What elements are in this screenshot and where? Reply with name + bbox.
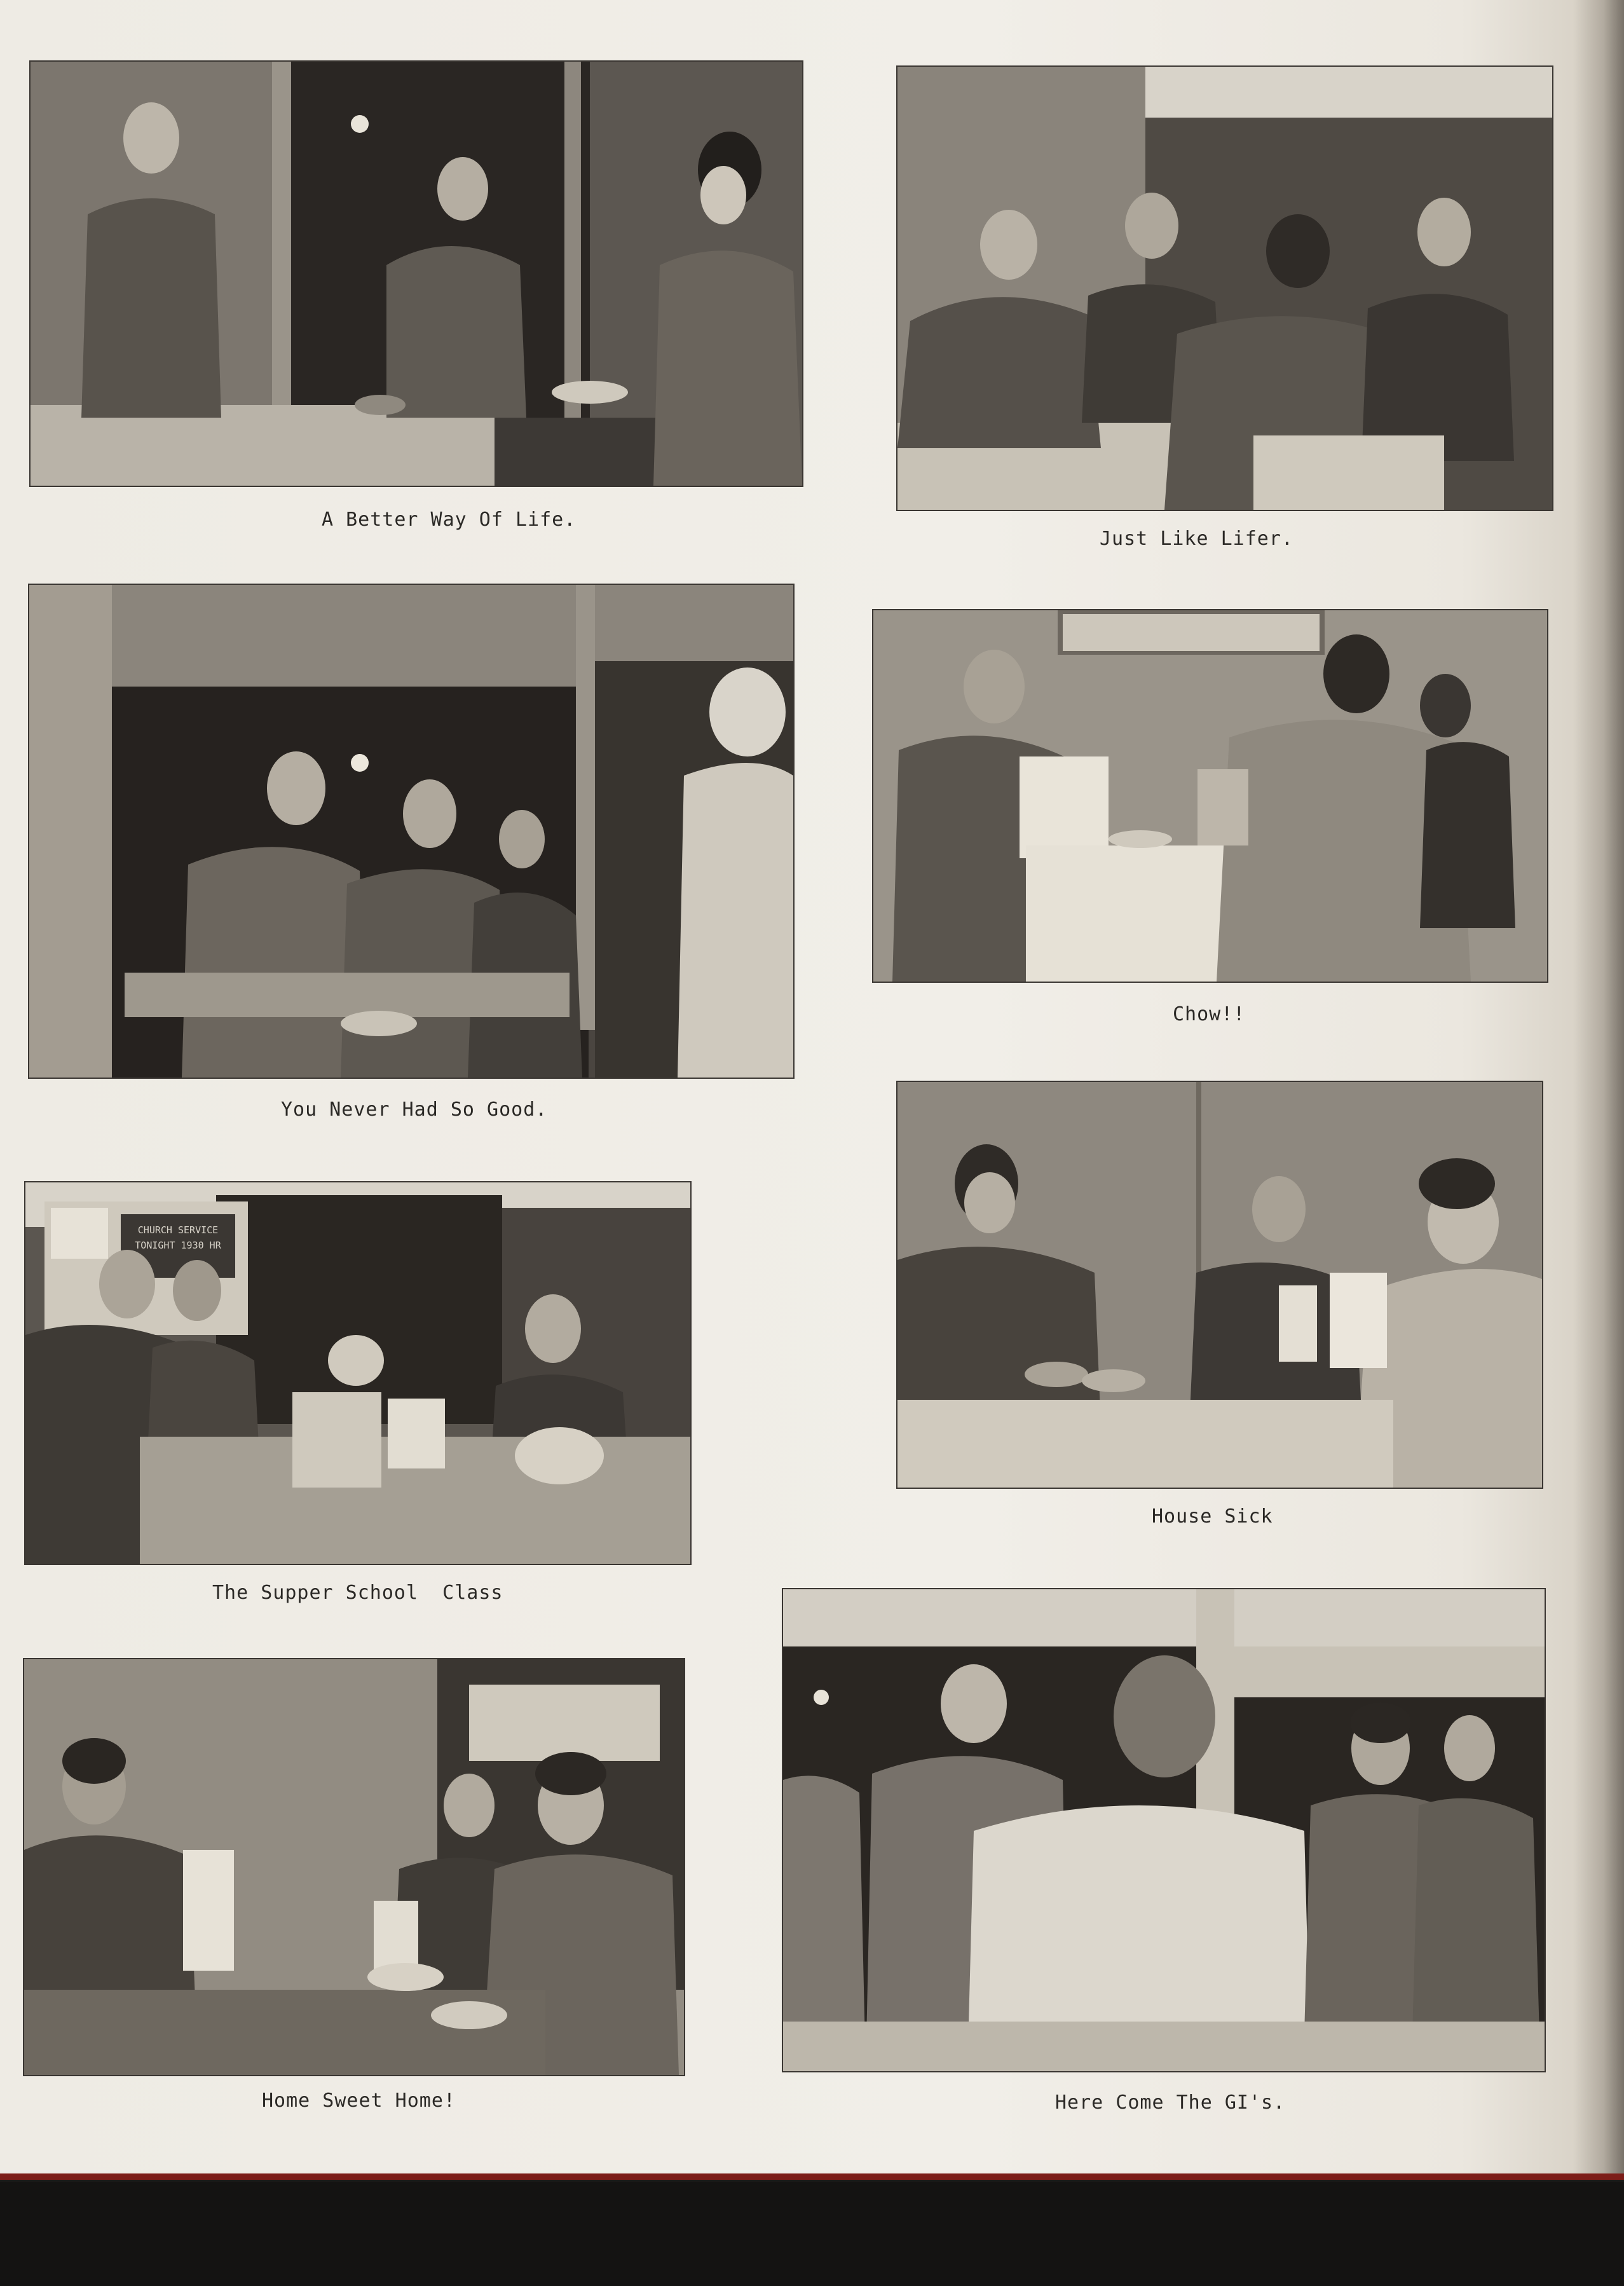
photo-chow-table	[872, 609, 1548, 983]
photo-house-sick	[896, 1081, 1543, 1489]
caption-photo-7: Home Sweet Home!	[262, 2090, 456, 2112]
page-spine-shadow	[1573, 0, 1624, 2177]
photo-home-sweet-home	[23, 1658, 685, 2076]
svg-text:TONIGHT 1930 HR: TONIGHT 1930 HR	[135, 1240, 221, 1251]
caption-photo-8: Here Come The GI's.	[1055, 2091, 1286, 2114]
photo-supper-school-class	[24, 1181, 692, 1565]
photo-here-come-the-gis	[782, 1588, 1546, 2072]
caption-photo-4: Chow!!	[1173, 1003, 1246, 1025]
svg-text:CHURCH SERVICE: CHURCH SERVICE	[137, 1224, 219, 1236]
photo-chow-line	[28, 584, 795, 1079]
photo-serving-line	[29, 60, 803, 487]
caption-photo-1: A Better Way Of Life.	[322, 509, 577, 531]
caption-photo-5: The Supper School Class	[212, 1582, 503, 1604]
caption-photo-3: You Never Had So Good.	[281, 1099, 548, 1121]
book-binding-background	[0, 2182, 1624, 2286]
caption-photo-6: House Sick	[1152, 1505, 1273, 1528]
photo-table-of-four	[896, 65, 1553, 511]
caption-photo-2: Just Like Lifer.	[1100, 528, 1293, 550]
